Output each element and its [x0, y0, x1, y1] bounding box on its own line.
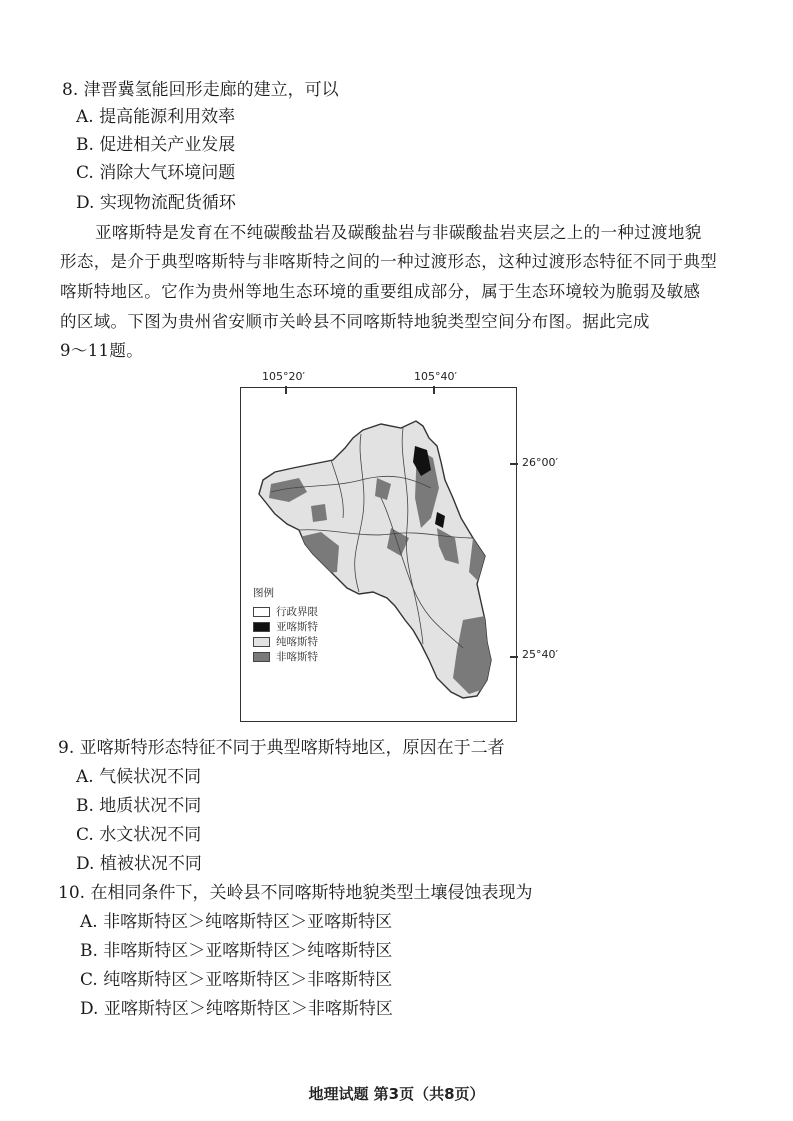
- lon-label: 105°20′: [262, 370, 305, 383]
- lon-label: 105°40′: [414, 370, 457, 383]
- q8-option-b: B. 促进相关产业发展: [76, 135, 236, 155]
- lat-label: 25°40′: [522, 648, 558, 661]
- non-karst-zone: [311, 504, 327, 522]
- legend-swatch-pure-karst: [253, 637, 270, 647]
- passage-line: 的区域。下图为贵州省安顺市关岭县不同喀斯特地貌类型空间分布图。据此完成: [60, 312, 650, 331]
- legend-item: [253, 634, 318, 649]
- lat-label: 26°00′: [522, 456, 558, 469]
- passage-line: 亚喀斯特是发育在不纯碳酸盐岩及碳酸盐岩与非碳酸盐岩夹层之上的一种过渡地貌: [95, 223, 702, 242]
- legend-label: 纯喀斯特: [276, 636, 318, 648]
- passage-line: 喀斯特地区。它作为贵州等地生态环境的重要组成部分，属于生态环境较为脆弱及敏感: [60, 282, 701, 301]
- passage-line: 9～11题。: [60, 341, 144, 360]
- legend-item: [253, 649, 318, 664]
- legend-item: [253, 619, 318, 634]
- q8-option-d: D. 实现物流配货循环: [76, 193, 236, 213]
- q8-option-c: C. 消除大气环境问题: [76, 163, 236, 183]
- q10-option-d: D. 亚喀斯特区＞纯喀斯特区＞非喀斯特区: [80, 999, 393, 1019]
- legend-title: 图例: [253, 587, 274, 599]
- legend-swatch-non-karst: [253, 652, 270, 662]
- passage-line: 形态，是介于典型喀斯特与非喀斯特之间的一种过渡形态，这种过渡形态特征不同于典型: [60, 252, 718, 271]
- karst-distribution-map: [240, 387, 517, 722]
- q9-option-a: A. 气候状况不同: [76, 767, 202, 787]
- map-legend: [253, 585, 318, 664]
- legend-label: 非喀斯特: [276, 651, 318, 663]
- q8-option-a: A. 提高能源利用效率: [76, 107, 236, 127]
- legend-label: 亚喀斯特: [276, 621, 318, 633]
- county-map-svg: [241, 388, 515, 720]
- q9-option-b: B. 地质状况不同: [76, 796, 202, 816]
- q9-stem: 9. 亚喀斯特形态特征不同于典型喀斯特地区，原因在于二者: [58, 738, 505, 758]
- q10-stem: 10. 在相同条件下，关岭县不同喀斯特地貌类型土壤侵蚀表现为: [58, 883, 533, 903]
- q10-option-b: B. 非喀斯特区＞亚喀斯特区＞纯喀斯特区: [80, 941, 393, 961]
- q9-option-d: D. 植被状况不同: [76, 854, 202, 874]
- legend-swatch-boundary: [253, 607, 270, 617]
- legend-label: 行政界限: [276, 606, 318, 618]
- q9-option-c: C. 水文状况不同: [76, 825, 202, 845]
- q8-stem: 8. 津晋冀氢能回形走廊的建立，可以: [62, 80, 339, 100]
- q10-option-a: A. 非喀斯特区＞纯喀斯特区＞亚喀斯特区: [80, 912, 393, 932]
- q10-option-c: C. 纯喀斯特区＞亚喀斯特区＞非喀斯特区: [80, 970, 393, 990]
- legend-swatch-sub-karst: [253, 622, 270, 632]
- page-footer: 地理试题 第3页（共8页）: [308, 1085, 485, 1103]
- legend-item: [253, 604, 318, 619]
